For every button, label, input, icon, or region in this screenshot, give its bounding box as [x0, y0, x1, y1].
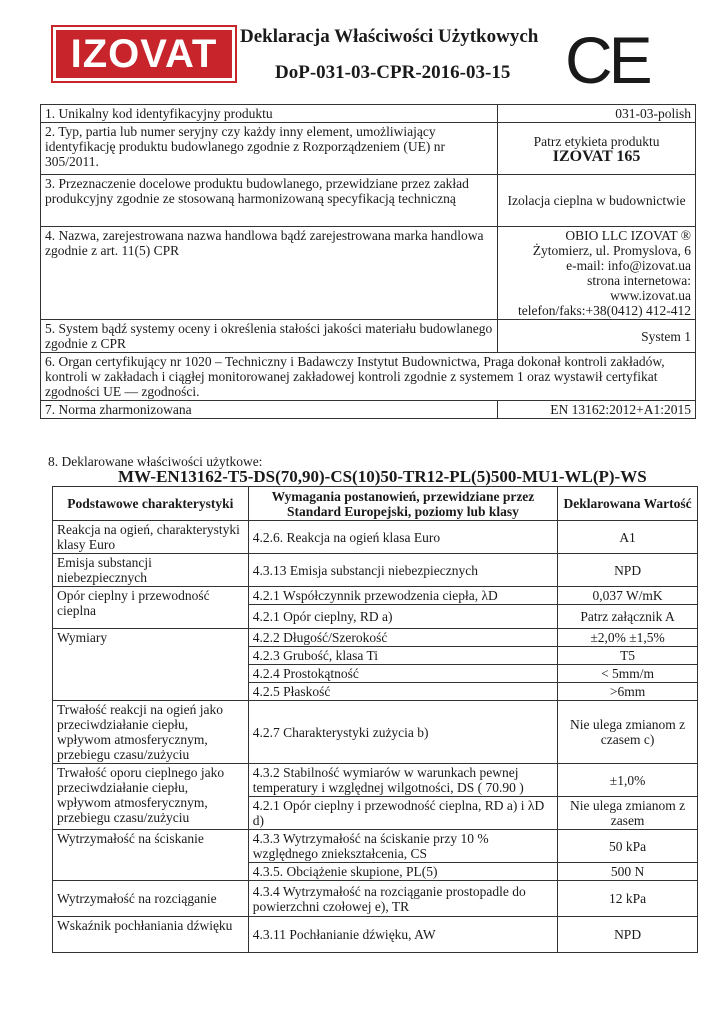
section-5-value: System 1: [498, 320, 696, 353]
value-cell: Nie ulega zmianom z zasem: [558, 797, 698, 830]
value-cell: ±2,0% ±1,5%: [558, 629, 698, 647]
value-cell: >6mm: [558, 683, 698, 701]
characteristic-cell: Emisja substancji niebezpiecznych: [53, 554, 249, 587]
ce-mark-icon: CE: [565, 23, 649, 97]
website-label: strona internetowa:: [587, 273, 691, 288]
value-cell: Patrz załącznik A: [558, 605, 698, 629]
section-5-label: 5. System bądź systemy oceny i określenia stałości jakości materiału budowlanego zgodnie z CPR: [41, 320, 498, 353]
product-info-table: [40, 104, 696, 419]
table-row: [41, 320, 696, 353]
requirement-cell: 4.3.5. Obciążenie skupione, PL(5): [248, 863, 557, 881]
section-2-value-line: Patrz etykieta produktu: [533, 133, 660, 149]
requirement-cell: 4.2.1 Opór cieplny, RD a): [248, 605, 557, 629]
section-7-value: EN 13162:2012+A1:2015: [498, 401, 696, 419]
section-2-value: [498, 123, 696, 175]
table-row: [53, 701, 698, 764]
website-line: www.izovat.ua: [610, 288, 691, 303]
header-declared-value: Deklarowana Wartość: [558, 487, 698, 521]
table-header-row: [53, 487, 698, 521]
value-cell: ±1,0%: [558, 764, 698, 797]
header-characteristics: Podstawowe charakterystyki: [53, 487, 249, 521]
section-4-label: 4. Nazwa, zarejestrowana nazwa handlowa bądź zarejestrowana marka handlowa zgodnie z art. 11(5) CPR: [41, 227, 498, 320]
characteristic-cell: Wytrzymałość na ściskanie: [53, 830, 249, 881]
manufacturer-line: OBIO LLC IZOVAT ®: [565, 228, 691, 243]
requirement-cell: 4.2.2 Długość/Szerokość: [248, 629, 557, 647]
requirement-cell: 4.3.4 Wytrzymałość na rozciąganie prostopadle do powierzchni czołowej e), TR: [248, 881, 557, 917]
requirement-cell: 4.2.7 Charakterystyki zużycia b): [248, 701, 557, 764]
table-row: [41, 227, 696, 320]
table-row: [53, 830, 698, 863]
value-cell: T5: [558, 647, 698, 665]
product-code: MW-EN13162-T5-DS(70,90)-CS(10)50-TR12-PL(5)500-MU1-WL(P)-WS: [118, 467, 647, 486]
table-row: [41, 175, 696, 227]
document-title: Deklaracja Właściwości Użytkowych: [240, 26, 539, 47]
section-7-label: 7. Norma zharmonizowana: [41, 401, 498, 419]
requirement-cell: 4.2.6. Reakcja na ogień klasa Euro: [248, 521, 557, 554]
value-cell: 500 N: [558, 863, 698, 881]
characteristic-cell: Trwałość reakcji na ogień jako przeciwdziałanie ciepłu, wpływom atmosferycznym, przebiegu czasu/zużyciu: [53, 701, 249, 764]
table-row: [53, 917, 698, 953]
requirement-cell: 4.2.5 Płaskość: [248, 683, 557, 701]
value-cell: 50 kPa: [558, 830, 698, 863]
characteristic-cell: Wskaźnik pochłaniania dźwięku: [53, 917, 249, 953]
table-row: [41, 105, 696, 123]
value-cell: Nie ulega zmianom z czasem c): [558, 701, 698, 764]
table-row: [53, 587, 698, 605]
section-2-label: 2. Typ, partia lub numer seryjny czy każdy inny element, umożliwiający identyfikację produktu budowlanego zgodnie z Rozporządzeniem (UE) nr 305/2011.: [41, 123, 498, 175]
value-cell: A1: [558, 521, 698, 554]
section-4-value: [498, 227, 696, 320]
requirement-cell: 4.2.1 Opór cieplny i przewodność cieplna, RD a) i λD d): [248, 797, 557, 830]
characteristic-cell: Wymiary: [53, 629, 249, 701]
section-8-title: 8. Deklarowane właściwości użytkowe:: [48, 454, 263, 469]
table-row: [53, 881, 698, 917]
value-cell: NPD: [558, 917, 698, 953]
table-row: [53, 554, 698, 587]
section-6-text: 6. Organ certyfikujący nr 1020 – Techniczny i Badawczy Instytut Budownictwa, Praga dokonał kontroli zakładów, kontroli w zakładach i ciągłej monitorowanej zakładowej kontroli zgodnie z systemem 1 oraz wystawił certyfikat zgodności UE — zgodności.: [41, 353, 696, 401]
requirement-cell: 4.2.3 Grubość, klasa Ti: [248, 647, 557, 665]
requirement-cell: 4.3.2 Stabilność wymiarów w warunkach pewnej temperatury i względnej wilgotności, DS ( 70.90 ): [248, 764, 557, 797]
table-row: [53, 521, 698, 554]
requirement-cell: 4.2.1 Współczynnik przewodzenia ciepła, λD: [248, 587, 557, 605]
table-row: [41, 123, 696, 175]
section-3-label: 3. Przeznaczenie docelowe produktu budowlanego, przewidziane przez zakład produkcyjny zgodnie ze stosowaną harmonizowaną specyfikacją techniczną: [41, 175, 498, 227]
section-1-value: 031-03-polish: [498, 105, 696, 123]
section-1-label: 1. Unikalny kod identyfikacyjny produktu: [41, 105, 498, 123]
section-3-value: Izolacja cieplna w budownictwie: [498, 175, 696, 227]
characteristic-cell: Reakcja na ogień, charakterystyki klasy Euro: [53, 521, 249, 554]
characteristic-cell: Opór cieplny i przewodność cieplna: [53, 587, 249, 629]
address-line: Żytomierz, ul. Promyslova, 6: [532, 243, 691, 258]
table-row: [53, 629, 698, 647]
table-row: [41, 401, 696, 419]
table-row: [41, 353, 696, 401]
header-requirements: Wymagania postanowień, przewidziane przez Standard Europejski, poziomy lub klasy: [248, 487, 557, 521]
phone-line: telefon/faks:+38(0412) 412-412: [518, 303, 691, 318]
product-name: IZOVAT 165: [552, 147, 641, 165]
email-line: e-mail: info@izovat.ua: [566, 258, 691, 273]
requirement-cell: 4.3.13 Emisja substancji niebezpiecznych: [248, 554, 557, 587]
izovat-logo: IZOVAT: [53, 27, 235, 81]
requirement-cell: 4.2.4 Prostokątność: [248, 665, 557, 683]
value-cell: NPD: [558, 554, 698, 587]
dop-number: DoP-031-03-CPR-2016-03-15: [275, 62, 511, 83]
characteristic-cell: Trwałość oporu cieplnego jako przeciwdziałanie ciepłu, wpływom atmosferycznym, przebiegu czasu/zużyciu: [53, 764, 249, 830]
requirement-cell: 4.3.11 Pochłanianie dźwięku, AW: [248, 917, 557, 953]
performance-table: [52, 486, 698, 953]
characteristic-cell: Wytrzymałość na rozciąganie: [53, 881, 249, 917]
value-cell: < 5mm/m: [558, 665, 698, 683]
table-row: [53, 764, 698, 797]
value-cell: 12 kPa: [558, 881, 698, 917]
requirement-cell: 4.3.3 Wytrzymałość na ściskanie przy 10 % względnego zniekształcenia, CS: [248, 830, 557, 863]
value-cell: 0,037 W/mK: [558, 587, 698, 605]
